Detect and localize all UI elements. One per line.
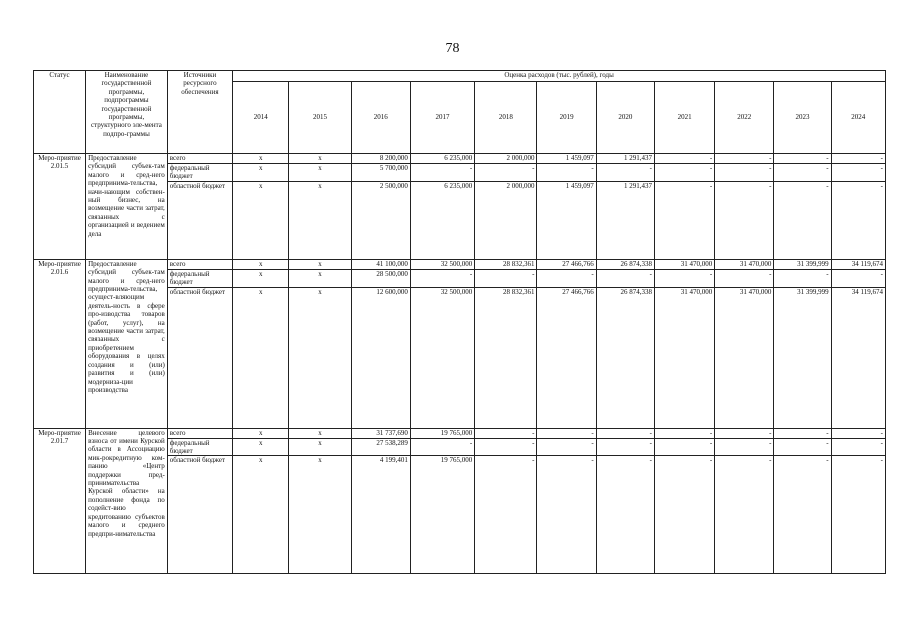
amount-cell: 31 470,000 xyxy=(654,259,714,269)
amount-cell: 27 466,766 xyxy=(537,287,596,428)
amount-cell: x xyxy=(289,428,351,438)
activity-name: Предоставление субсидий субъек-там малого и сред-него предпринима-тельства, осущест-вляющим деятель-ность в сфере про-изводства товаров (работ, услуг), на возмещение части затрат, связанных с приобретением оборудования в целях создания и (или) развития и (или) модерниза-ции производства xyxy=(86,259,168,428)
amount-cell: 6 235,000 xyxy=(410,181,474,259)
funding-source: областной бюджет xyxy=(167,456,232,574)
table-row xyxy=(34,259,886,269)
amount-cell: 26 874,338 xyxy=(596,259,654,269)
amount-cell: - xyxy=(410,269,474,287)
year-header: 2019 xyxy=(537,82,596,154)
activity-name: Внесение целевого взноса от имени Курской области в Ассоциацию мик-рокредитную ком-панию «Центр поддержки пред-принимательства Курской области» на пополнение фонда по содейст-вию кредитованию субъектов малого и среднего предпри-нимательства xyxy=(86,428,168,574)
amount-cell: x xyxy=(289,164,351,182)
activity-status: Меро-приятие 2.01.6 xyxy=(34,259,86,428)
amount-cell: 31 470,000 xyxy=(715,287,774,428)
amount-cell: - xyxy=(596,269,654,287)
amount-cell: - xyxy=(654,164,714,182)
amount-cell: x xyxy=(233,259,289,269)
amount-cell: - xyxy=(831,428,885,438)
amount-cell: x xyxy=(233,456,289,574)
amount-cell: 28 500,000 xyxy=(351,269,410,287)
year-header: 2016 xyxy=(351,82,410,154)
amount-cell: - xyxy=(537,269,596,287)
amount-cell: - xyxy=(596,456,654,574)
amount-cell: - xyxy=(774,456,831,574)
amount-cell: - xyxy=(774,154,831,164)
amount-cell: - xyxy=(654,154,714,164)
amount-cell: - xyxy=(410,438,474,456)
amount-cell: - xyxy=(654,438,714,456)
table-row xyxy=(34,154,886,164)
amount-cell: - xyxy=(654,428,714,438)
amount-cell: - xyxy=(774,164,831,182)
amount-cell: - xyxy=(831,456,885,574)
amount-cell: - xyxy=(831,164,885,182)
amount-cell: - xyxy=(537,438,596,456)
amount-cell: x xyxy=(233,287,289,428)
amount-cell: x xyxy=(233,269,289,287)
amount-cell: 31 737,690 xyxy=(351,428,410,438)
funding-source: федеральный бюджет xyxy=(167,164,232,182)
year-header: 2015 xyxy=(289,82,351,154)
funding-source: всего xyxy=(167,154,232,164)
amount-cell: - xyxy=(654,181,714,259)
amount-cell: - xyxy=(774,428,831,438)
funding-source: всего xyxy=(167,428,232,438)
page-number: 78 xyxy=(445,41,460,56)
amount-cell: - xyxy=(715,154,774,164)
amount-cell: 28 832,361 xyxy=(475,287,537,428)
amount-cell: - xyxy=(537,456,596,574)
amount-cell: - xyxy=(831,269,885,287)
year-header: 2021 xyxy=(654,82,714,154)
header-estimate: Оценка расходов (тыс. рублей), годы xyxy=(233,71,886,82)
funding-source: федеральный бюджет xyxy=(167,438,232,456)
activity-name: Предоставление субсидий субъек-там малого и сред-него предпринима-тельства, начи-нающим собствен-ный бизнес, на возмещение части затрат, связанных с организацией и ведением дела xyxy=(86,154,168,260)
amount-cell: - xyxy=(774,269,831,287)
amount-cell: 31 399,999 xyxy=(774,259,831,269)
amount-cell: x xyxy=(289,181,351,259)
amount-cell: 34 119,674 xyxy=(831,259,885,269)
header-sources: Источники ресурсного обеспечения xyxy=(167,71,232,154)
header-name: Наименование государственной программы, подпрограммы государственной программы, структурного эле-мента подпро-граммы xyxy=(86,71,168,154)
activity-status: Меро-приятие 2.01.5 xyxy=(34,154,86,260)
amount-cell: - xyxy=(475,428,537,438)
header-status: Статус xyxy=(34,71,86,154)
amount-cell: - xyxy=(831,181,885,259)
amount-cell: 31 470,000 xyxy=(715,259,774,269)
amount-cell: 31 399,999 xyxy=(774,287,831,428)
amount-cell: 32 500,000 xyxy=(410,287,474,428)
amount-cell: 32 500,000 xyxy=(410,259,474,269)
amount-cell: - xyxy=(654,456,714,574)
activity-status: Меро-приятие 2.01.7 xyxy=(34,428,86,574)
amount-cell: - xyxy=(831,154,885,164)
year-header: 2023 xyxy=(774,82,831,154)
amount-cell: x xyxy=(233,181,289,259)
amount-cell: 4 199,401 xyxy=(351,456,410,574)
amount-cell: - xyxy=(715,269,774,287)
amount-cell: x xyxy=(289,438,351,456)
amount-cell: - xyxy=(596,438,654,456)
amount-cell: - xyxy=(475,438,537,456)
amount-cell: 8 200,000 xyxy=(351,154,410,164)
amount-cell: 2 000,000 xyxy=(475,154,537,164)
amount-cell: 1 291,437 xyxy=(596,181,654,259)
amount-cell: 34 119,674 xyxy=(831,287,885,428)
funding-source: федеральный бюджет xyxy=(167,269,232,287)
amount-cell: 1 459,097 xyxy=(537,181,596,259)
amount-cell: x xyxy=(289,456,351,574)
amount-cell: - xyxy=(831,438,885,456)
amount-cell: 12 600,000 xyxy=(351,287,410,428)
year-header: 2024 xyxy=(831,82,885,154)
amount-cell: 31 470,000 xyxy=(654,287,714,428)
amount-cell: 1 459,097 xyxy=(537,154,596,164)
amount-cell: - xyxy=(537,164,596,182)
amount-cell: x xyxy=(233,164,289,182)
amount-cell: - xyxy=(475,456,537,574)
amount-cell: - xyxy=(715,438,774,456)
amount-cell: 28 832,361 xyxy=(475,259,537,269)
table-row xyxy=(34,428,886,438)
amount-cell: - xyxy=(596,164,654,182)
amount-cell: 2 000,000 xyxy=(475,181,537,259)
amount-cell: x xyxy=(289,154,351,164)
year-header: 2014 xyxy=(233,82,289,154)
amount-cell: 2 500,000 xyxy=(351,181,410,259)
amount-cell: - xyxy=(715,181,774,259)
amount-cell: 1 291,437 xyxy=(596,154,654,164)
amount-cell: - xyxy=(715,456,774,574)
year-header: 2022 xyxy=(715,82,774,154)
amount-cell: - xyxy=(410,164,474,182)
amount-cell: - xyxy=(715,164,774,182)
amount-cell: x xyxy=(289,259,351,269)
amount-cell: x xyxy=(289,287,351,428)
amount-cell: 6 235,000 xyxy=(410,154,474,164)
amount-cell: x xyxy=(233,154,289,164)
amount-cell: 27 466,766 xyxy=(537,259,596,269)
amount-cell: 5 700,000 xyxy=(351,164,410,182)
amount-cell: - xyxy=(537,428,596,438)
year-header: 2017 xyxy=(410,82,474,154)
amount-cell: 27 538,289 xyxy=(351,438,410,456)
amount-cell: - xyxy=(596,428,654,438)
amount-cell: - xyxy=(654,269,714,287)
amount-cell: - xyxy=(774,181,831,259)
amount-cell: 26 874,338 xyxy=(596,287,654,428)
year-header: 2018 xyxy=(475,82,537,154)
amount-cell: - xyxy=(475,269,537,287)
amount-cell: 19 765,000 xyxy=(410,428,474,438)
amount-cell: 41 100,000 xyxy=(351,259,410,269)
funding-source: всего xyxy=(167,259,232,269)
funding-source: областной бюджет xyxy=(167,287,232,428)
funding-source: областной бюджет xyxy=(167,181,232,259)
year-header: 2020 xyxy=(596,82,654,154)
expenditure-table xyxy=(33,70,886,574)
amount-cell: x xyxy=(289,269,351,287)
amount-cell: - xyxy=(715,428,774,438)
amount-cell: x xyxy=(233,438,289,456)
amount-cell: 19 765,000 xyxy=(410,456,474,574)
amount-cell: - xyxy=(774,438,831,456)
amount-cell: x xyxy=(233,428,289,438)
amount-cell: - xyxy=(475,164,537,182)
